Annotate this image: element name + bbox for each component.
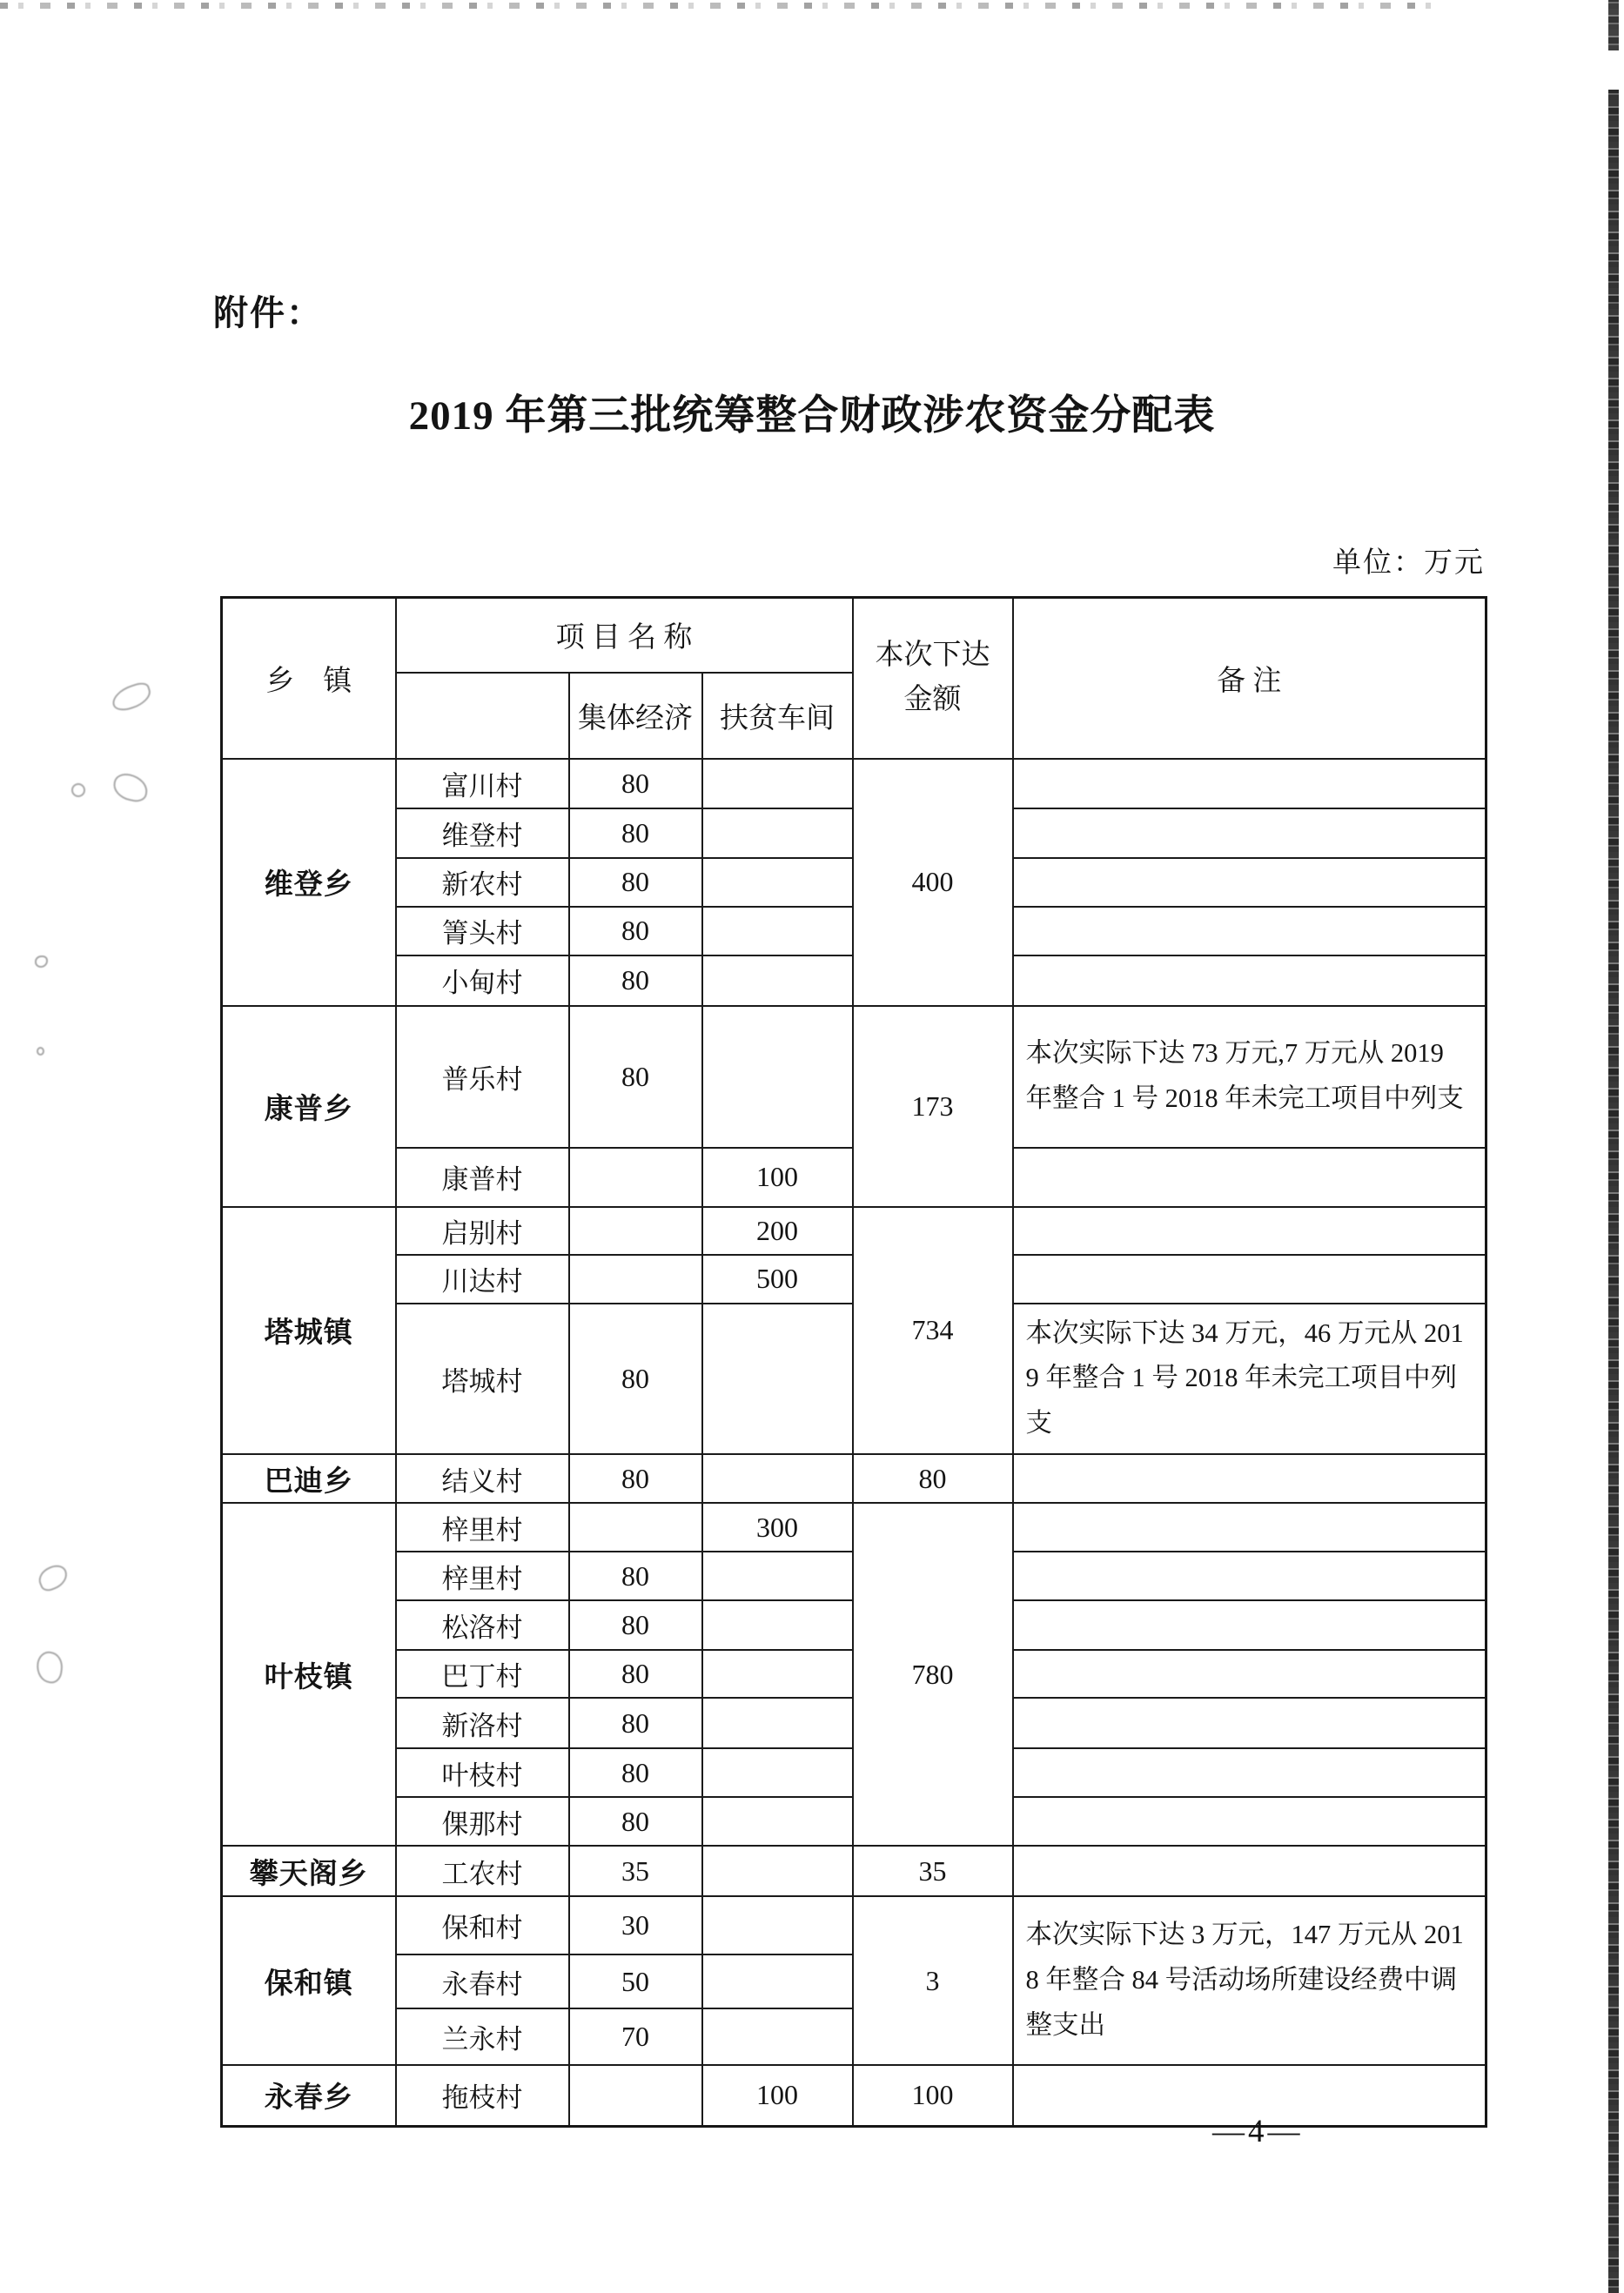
remark-cell [1013, 1454, 1486, 1503]
amount-cell: 734 [853, 1207, 1013, 1455]
collective-economy-cell: 80 [569, 858, 702, 907]
remark-cell [1013, 1503, 1486, 1552]
amount-cell: 100 [853, 2065, 1013, 2126]
remark-cell [1013, 907, 1486, 955]
margin-pencil-mark [111, 771, 150, 804]
collective-economy-cell: 80 [569, 1600, 702, 1650]
workshop-cell [702, 2008, 853, 2065]
village-cell: 启别村 [396, 1207, 569, 1255]
table-row [222, 759, 1486, 808]
collective-economy-cell: 80 [569, 1698, 702, 1748]
collective-economy-cell: 80 [569, 759, 702, 808]
village-cell: 梓里村 [396, 1552, 569, 1600]
remark-cell [1013, 759, 1486, 808]
village-cell: 新农村 [396, 858, 569, 907]
village-cell: 松洛村 [396, 1600, 569, 1650]
township-cell: 巴迪乡 [222, 1454, 396, 1503]
margin-pencil-mark [35, 1650, 65, 1685]
workshop-cell [702, 808, 853, 858]
amount-cell: 3 [853, 1896, 1013, 2065]
margin-pencil-mark [109, 681, 154, 714]
margin-pencil-mark [35, 1562, 70, 1594]
village-cell: 工农村 [396, 1846, 569, 1896]
collective-economy-cell [569, 2065, 702, 2126]
collective-economy-cell: 80 [569, 1304, 702, 1455]
village-cell: 箐头村 [396, 907, 569, 955]
village-cell: 新洛村 [396, 1698, 569, 1748]
table-row [222, 1454, 1486, 1503]
table-row [222, 1006, 1486, 1148]
workshop-cell: 300 [702, 1503, 853, 1552]
col-header-remarks: 备 注 [1013, 598, 1486, 759]
workshop-cell: 100 [702, 2065, 853, 2126]
margin-pencil-mark [70, 782, 85, 797]
township-cell: 永春乡 [222, 2065, 396, 2126]
village-cell: 塔城村 [396, 1304, 569, 1455]
village-cell: 倮那村 [396, 1797, 569, 1846]
table-header-row-1 [222, 598, 1486, 673]
page-title: 2019 年第三批统筹整合财政涉农资金分配表 [408, 393, 1216, 439]
remark-cell [1013, 1600, 1486, 1650]
table-row [222, 1503, 1486, 1552]
collective-economy-cell: 80 [569, 1454, 702, 1503]
allocation-table [220, 596, 1487, 2128]
collective-economy-cell: 70 [569, 2008, 702, 2065]
village-cell: 普乐村 [396, 1006, 569, 1148]
township-cell: 塔城镇 [222, 1207, 396, 1455]
village-cell: 维登村 [396, 808, 569, 858]
collective-economy-cell: 80 [569, 1650, 702, 1698]
collective-economy-cell: 80 [569, 907, 702, 955]
collective-economy-cell [569, 1255, 702, 1304]
village-cell: 小甸村 [396, 955, 569, 1006]
workshop-cell [702, 759, 853, 808]
village-cell: 结义村 [396, 1454, 569, 1503]
collective-economy-cell: 80 [569, 1748, 702, 1797]
table-row [222, 1207, 1486, 1255]
workshop-cell [702, 907, 853, 955]
remark-cell [1013, 1148, 1486, 1207]
remark-cell [1013, 1552, 1486, 1600]
remark-cell [1013, 955, 1486, 1006]
col-header-workshop: 扶贫车间 [702, 673, 853, 759]
workshop-cell [702, 1600, 853, 1650]
workshop-cell [702, 1896, 853, 1954]
remark-cell [1013, 1748, 1486, 1797]
workshop-cell: 100 [702, 1148, 853, 1207]
scan-strip-right-top [1608, 0, 1619, 50]
township-cell: 保和镇 [222, 1896, 396, 2065]
village-cell: 川达村 [396, 1255, 569, 1304]
village-cell: 康普村 [396, 1148, 569, 1207]
workshop-cell [702, 955, 853, 1006]
village-cell: 富川村 [396, 759, 569, 808]
village-cell: 拖枝村 [396, 2065, 569, 2126]
collective-economy-cell: 80 [569, 955, 702, 1006]
remark-cell [1013, 1207, 1486, 1255]
remark-cell: 本次实际下达 34 万元，46 万元从 2019 年整合 1 号 2018 年未完工项目中列支 [1013, 1304, 1486, 1455]
village-cell: 永春村 [396, 1954, 569, 2008]
amount-cell: 80 [853, 1454, 1013, 1503]
remark-cell [1013, 1650, 1486, 1698]
workshop-cell [702, 1454, 853, 1503]
col-header-township: 乡 镇 [222, 598, 396, 759]
collective-economy-cell [569, 1207, 702, 1255]
township-cell: 维登乡 [222, 759, 396, 1006]
collective-economy-cell: 80 [569, 1552, 702, 1600]
remark-cell [1013, 1797, 1486, 1846]
workshop-cell [702, 1846, 853, 1896]
village-cell: 保和村 [396, 1896, 569, 1954]
collective-economy-cell: 35 [569, 1846, 702, 1896]
collective-economy-cell [569, 1503, 702, 1552]
village-cell: 叶枝村 [396, 1748, 569, 1797]
attachment-label: 附件： [213, 293, 323, 332]
remark-cell [1013, 1698, 1486, 1748]
margin-pencil-mark [35, 955, 48, 968]
workshop-cell [702, 1954, 853, 2008]
page-number: —4— [1212, 2114, 1304, 2149]
remark-cell [1013, 808, 1486, 858]
township-cell: 叶枝镇 [222, 1503, 396, 1846]
col-header-project-name: 项 目 名 称 [396, 598, 853, 673]
township-cell: 攀天阁乡 [222, 1846, 396, 1896]
table-row [222, 1896, 1486, 1954]
col-header-amount: 本次下达金额 [853, 598, 1013, 759]
remark-cell: 本次实际下达 73 万元,7 万元从 2019 年整合 1 号 2018 年未完工项目中列支 [1013, 1006, 1486, 1148]
remark-cell [1013, 1846, 1486, 1896]
collective-economy-cell: 80 [569, 1006, 702, 1148]
remark-cell [1013, 1255, 1486, 1304]
amount-cell: 780 [853, 1503, 1013, 1846]
collective-economy-cell: 50 [569, 1954, 702, 2008]
collective-economy-cell: 80 [569, 1797, 702, 1846]
remark-cell [1013, 858, 1486, 907]
village-cell: 巴丁村 [396, 1650, 569, 1698]
workshop-cell [702, 1748, 853, 1797]
workshop-cell: 500 [702, 1255, 853, 1304]
workshop-cell [702, 1552, 853, 1600]
workshop-cell: 200 [702, 1207, 853, 1255]
remark-cell: 本次实际下达 3 万元，147 万元从 2018 年整合 84 号活动场所建设经费中调整支出 [1013, 1896, 1486, 2065]
workshop-cell [702, 1650, 853, 1698]
workshop-cell [702, 1006, 853, 1148]
collective-economy-cell: 80 [569, 808, 702, 858]
amount-cell: 173 [853, 1006, 1013, 1207]
table-row [222, 1846, 1486, 1896]
workshop-cell [702, 1698, 853, 1748]
col-header-village-blank [396, 673, 569, 759]
col-header-collective: 集体经济 [569, 673, 702, 759]
workshop-cell [702, 1797, 853, 1846]
village-cell: 梓里村 [396, 1503, 569, 1552]
collective-economy-cell: 30 [569, 1896, 702, 1954]
amount-cell: 35 [853, 1846, 1013, 1896]
margin-pencil-mark [37, 1047, 44, 1056]
workshop-cell [702, 1304, 853, 1455]
township-cell: 康普乡 [222, 1006, 396, 1207]
workshop-cell [702, 858, 853, 907]
scan-noise-top-edge [0, 3, 1445, 9]
collective-economy-cell [569, 1148, 702, 1207]
unit-note: 单位：万元 [1332, 547, 1485, 579]
amount-cell: 400 [853, 759, 1013, 1006]
village-cell: 兰永村 [396, 2008, 569, 2065]
